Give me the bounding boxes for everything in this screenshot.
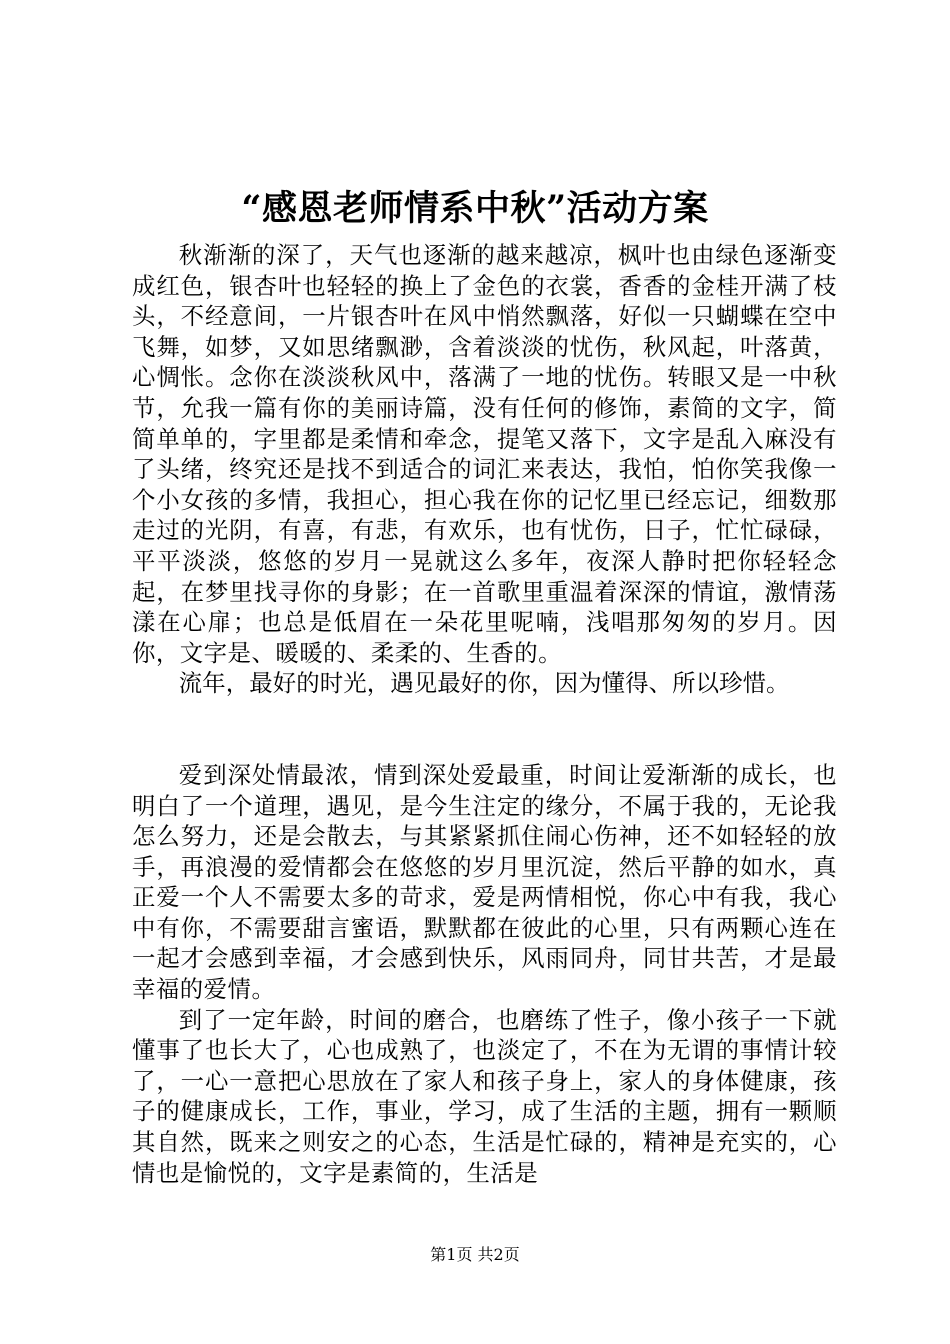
paragraph-spacer xyxy=(132,699,837,760)
document-title: “感恩老师情系中秋”活动方案 xyxy=(241,188,709,229)
paragraph-maturity: 到了一定年龄，时间的磨合，也磨练了性子，像小孩子一下就懂事了也长大了，心也成熟了，也淡定了，不在为无谓的事情计较了，一心一意把心思放在了家人和孩子身上，家人的身体健康，孩子的健康成长，工作，事业，学习，成了生活的主题，拥有一颗顺其自然，既来之则安之的心态，生活是忙碌的，精神是充实的，心情也是愉悦的，文字是素简的，生活是 xyxy=(132,1005,837,1187)
page-number-footer: 第1页 共2页 xyxy=(430,1245,520,1264)
document-body xyxy=(132,240,837,1188)
paragraph-autumn: 秋渐渐的深了，天气也逐渐的越来越凉，枫叶也由绿色逐渐变成红色，银杏叶也轻轻的换上了金色的衣裳，香香的金桂开满了枝头，不经意间，一片银杏叶在风中悄然飘落，好似一只蝴蝶在空中飞舞，如梦，又如思绪飘渺，含着淡淡的忧伤，秋风起，叶落黄，心惆怅。念你在淡淡秋风中，落满了一地的忧伤。转眼又是一中秋节，允我一篇有你的美丽诗篇，没有任何的修饰，素简的文字，简简单单的，字里都是柔情和牵念，提笔又落下，文字是乱入麻没有了头绪，终究还是找不到适合的词汇来表达，我怕，怕你笑我像一个小女孩的多情，我担心，担心我在你的记忆里已经忘记，细数那走过的光阴，有喜，有悲，有欢乐，也有忧伤，日子，忙忙碌碌，平平淡淡，悠悠的岁月一晃就这么多年，夜深人静时把你轻轻念起，在梦里找寻你的身影；在一首歌里重温着深深的情谊，激情荡漾在心扉；也总是低眉在一朵花里呢喃，浅唱那匆匆的岁月。因你，文字是、暖暖的、柔柔的、生香的。 xyxy=(132,241,837,667)
paragraph-fleeting-years: 流年，最好的时光，遇见最好的你，因为懂得、所以珍惜。 xyxy=(178,669,790,698)
paragraph-love: 爱到深处情最浓，情到深处爱最重，时间让爱渐渐的成长，也明白了一个道理，遇见，是今生注定的缘分，不属于我的，无论我怎么努力，还是会散去，与其紧紧抓住闹心伤神，还不如轻轻的放手，再浪漫的爱情都会在悠悠的岁月里沉淀，然后平静的如水，真正爱一个人不需要太多的苛求，爱是两情相悦，你心中有我，我心中有你，不需要甜言蜜语，默默都在彼此的心里，只有两颗心连在一起才会感到幸福，才会感到快乐，风雨同舟，同甘共苦，才是最幸福的爱情。 xyxy=(132,760,837,1004)
